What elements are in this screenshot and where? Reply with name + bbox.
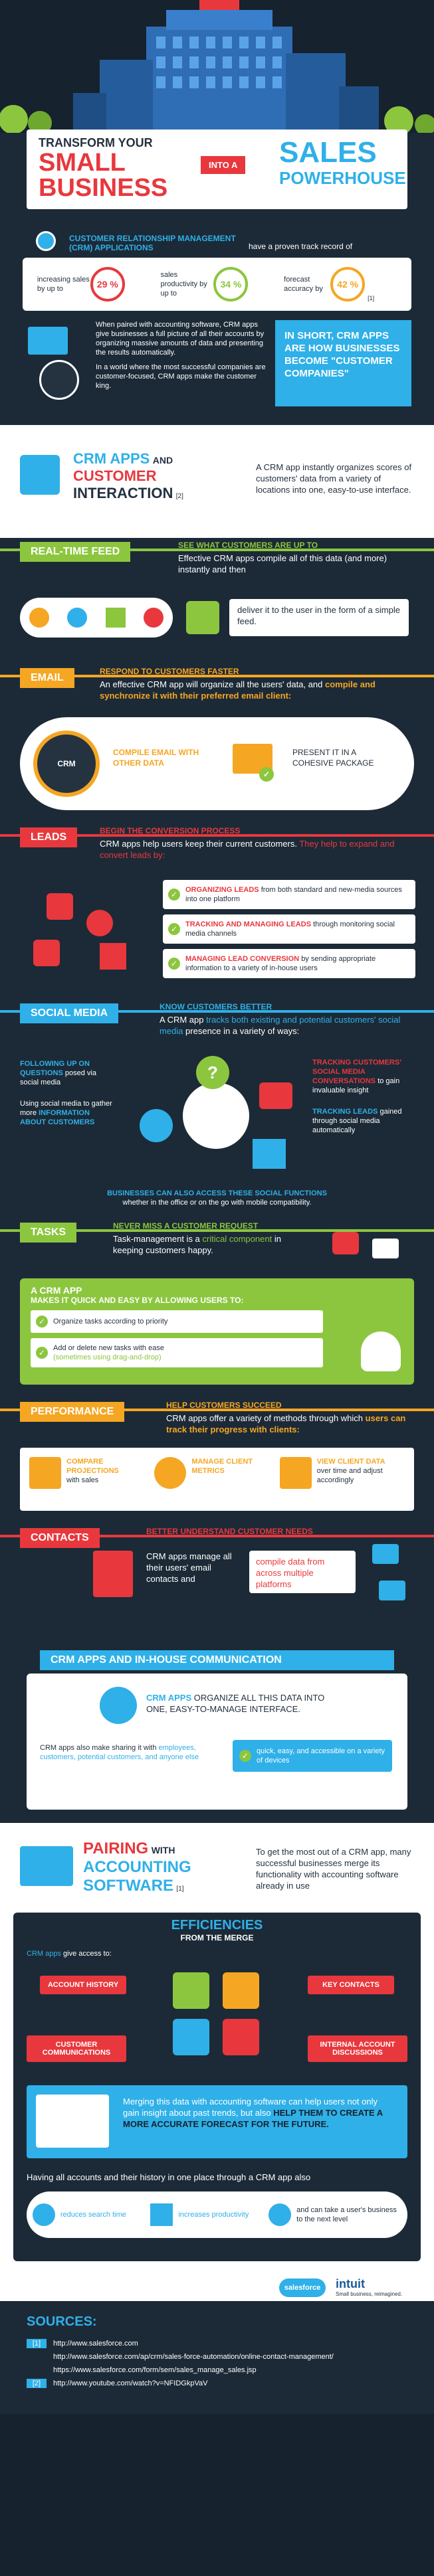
brands-bar	[0, 2275, 434, 2301]
performance-cards	[20, 1448, 414, 1511]
social-text-c: presence in a variety of ways:	[185, 1026, 300, 1036]
perf-item-title: COMPARE PROJECTIONS	[66, 1458, 119, 1475]
stat-forecast-label: forecast accuracy by	[284, 276, 323, 293]
efficiencies-give: give access to:	[63, 1950, 112, 1958]
intuit-logo: intuit	[336, 2277, 365, 2290]
merge-hl: HELP THEM TO CREATE A MORE ACCURATE FORECAST FOR THE FUTURE.	[123, 2108, 383, 2129]
social-hub-illustration	[133, 1056, 299, 1175]
efficiencies-sub: FROM THE MERGE	[180, 1933, 254, 1942]
check-icon: ✓	[36, 1347, 48, 1359]
leads-illustration	[20, 880, 153, 980]
source-num: [2]	[27, 2379, 47, 2388]
efficiencies-title: EFFICIENCIES	[171, 1918, 263, 1932]
social-footer-hl: BUSINESSES CAN ALSO ACCESS THESE SOCIAL FUNCTIONS	[107, 1189, 327, 1197]
social-right1-hl: TRACKING CUSTOMERS' SOCIAL MEDIA CONVERSATIONS	[312, 1059, 401, 1085]
leads-heading: BEGIN THE CONVERSION PROCESS	[100, 826, 241, 835]
benefit-text: and can take a user's business to the next level	[296, 2206, 397, 2223]
email-present: PRESENT IT IN A COHESIVE PACKAGE	[292, 748, 374, 768]
realtime-text: Effective CRM apps compile all of this data (and more) instantly and then	[178, 553, 387, 574]
realtime-banner: REAL-TIME FEED	[20, 542, 130, 562]
contacts-text: CRM apps manage all their users' email contacts and	[146, 1551, 232, 1584]
clock-icon	[33, 2203, 55, 2226]
email-panel	[20, 717, 414, 810]
bars-icon	[253, 1139, 286, 1169]
in-short-text: IN SHORT, CRM APPS ARE HOW BUSINESSES BECOME "CUSTOMER COMPANIES"	[284, 330, 400, 379]
contacts-banner: CONTACTS	[20, 1528, 100, 1548]
email-banner: EMAIL	[20, 668, 74, 688]
tasks-text-a: Task-management is a	[113, 1234, 200, 1244]
access-item: ACCOUNT HISTORY	[40, 1976, 126, 1994]
feed-icon	[186, 601, 219, 634]
performance-text-a: CRM apps offer a variety of methods through which	[166, 1413, 364, 1423]
projection-icon	[29, 1457, 61, 1489]
performance-banner: PERFORMANCE	[20, 1402, 124, 1422]
interaction-title-2: CUSTOMER	[73, 468, 157, 484]
stat-ref: [1]	[368, 295, 375, 301]
crm-hub-icon	[33, 730, 100, 797]
performance-text-hl: users can track their progress with clients:	[166, 1413, 406, 1434]
pairing-t4: SOFTWARE	[83, 1877, 173, 1895]
contacts-book-icon	[93, 1551, 133, 1597]
crm-intro-subheading: have a proven track record of	[249, 242, 353, 251]
social-right2-rest: gained through social media automatically	[312, 1108, 402, 1134]
source-url[interactable]: http://www.salesforce.com/ap/crm/sales-force-automation/online-contact-management/	[53, 2353, 334, 2361]
inhouse-right-box	[233, 1740, 392, 1772]
having-all: Having all accounts and their history in one place through a CRM app also	[27, 2172, 311, 2182]
task-add-c: (sometimes using drag-and-drop)	[53, 1353, 162, 1361]
perf-item-text: over time and adjust accordingly	[316, 1467, 383, 1484]
source-item	[27, 2352, 407, 2361]
crm-paragraph-2: In a world where the most successful companies are customer-focused, CRM apps make the customer king.	[96, 363, 266, 390]
stat-forecast-value: 42 %	[337, 279, 359, 290]
metrics-icon	[154, 1457, 186, 1489]
sources-section	[0, 2301, 434, 2414]
crm-intro-heading: CUSTOMER RELATIONSHIP MANAGEMENT (CRM) APPLICATIONS	[69, 234, 236, 252]
tasks-heading: NEVER MISS A CUSTOMER REQUEST	[113, 1221, 259, 1231]
social-left1-rest: posed via social media	[20, 1069, 96, 1086]
perf-item-text: with sales	[66, 1476, 99, 1484]
source-url[interactable]: http://www.salesforce.com	[53, 2340, 138, 2348]
interaction-title-and: AND	[152, 455, 173, 466]
crm-hub-label: CRM	[57, 759, 76, 768]
crm-intro-section	[0, 226, 434, 425]
message-icon	[372, 1239, 399, 1258]
interaction-section	[0, 425, 434, 538]
speech-icon	[259, 1082, 292, 1109]
efficiencies-crm: CRM apps	[27, 1950, 61, 1958]
inhouse-panel	[27, 1674, 407, 1810]
inhouse-left-hl: employees, customers, potential customers, and anyone else	[40, 1744, 199, 1761]
sources-title: SOURCES:	[27, 2314, 97, 2329]
check-icon: ✓	[239, 1750, 251, 1762]
efficiencies-panel	[13, 1913, 421, 2261]
leads-banner: LEADS	[20, 827, 77, 847]
tasks-banner: TASKS	[20, 1223, 76, 1243]
merge-box	[27, 2085, 407, 2158]
social-icons-row	[20, 598, 173, 638]
people-icon	[140, 1109, 173, 1142]
stat-productivity-value: 34 %	[220, 279, 242, 290]
contacts-section	[0, 1524, 434, 1644]
pairing-ref: [1]	[176, 1885, 184, 1893]
pairing-section	[0, 1823, 434, 2275]
social-footer-rest: whether in the office or on the go with mobile compatibility.	[122, 1199, 312, 1207]
stat-forecast-ring	[330, 267, 365, 301]
tasks-text-b: in keeping customers happy.	[113, 1234, 281, 1255]
performance-heading: HELP CUSTOMERS SUCCEED	[166, 1401, 282, 1410]
social-text-b: tracks both existing and potential customers' social media	[160, 1015, 401, 1036]
interaction-description: A CRM app instantly organizes scores of customers' data from a variety of locations into one, easy-to-use interface.	[256, 462, 412, 495]
task-organize-b: according to priority	[104, 1318, 168, 1326]
leads-item-text: through monitoring social media channels	[185, 920, 395, 938]
crm-paragraph-1: When paired with accounting software, CRM apps give businesses a full picture of all their accounts by organizing massive amounts of data and presenting the results automatically.	[96, 321, 265, 357]
task-item-add	[31, 1338, 323, 1367]
realtime-deliver: deliver it to the user in the form of a simple feed.	[229, 599, 409, 636]
benefit-text: increases productivity	[178, 2211, 249, 2219]
leads-list	[163, 880, 415, 978]
social-people-icon	[29, 608, 49, 628]
contacts-heading: BETTER UNDERSTAND CUSTOMER NEEDS	[146, 1527, 313, 1536]
hero-line-small: SMALL	[39, 149, 126, 177]
task-organize-a: Organize tasks	[53, 1318, 102, 1326]
productivity-icon	[150, 2203, 173, 2226]
social-heading: KNOW CUSTOMERS BETTER	[160, 1002, 272, 1011]
inhouse-title: CRM APPS AND IN-HOUSE COMMUNICATION	[40, 1650, 394, 1670]
hero	[0, 0, 434, 226]
salesforce-logo-text: salesforce	[284, 2284, 321, 2292]
access-item: CUSTOMER COMMUNICATIONS	[27, 2035, 126, 2062]
stat-sales-value: 29 %	[96, 279, 118, 290]
hero-line-powerhouse: POWERHOUSE	[279, 168, 406, 188]
leads-item-title: TRACKING AND MANAGING LEADS	[185, 920, 312, 928]
stat-productivity-ring	[213, 267, 248, 301]
social-left2-a: Using social media to gather more	[20, 1100, 112, 1117]
email-heading: RESPOND TO CUSTOMERS FASTER	[100, 667, 239, 676]
social-left2-hl: INFORMATION ABOUT CUSTOMERS	[20, 1109, 95, 1126]
growth-icon	[269, 2203, 291, 2226]
check-icon: ✓	[36, 1316, 48, 1328]
source-num	[27, 2352, 47, 2361]
social-text-a: A CRM app	[160, 1015, 204, 1025]
email-check-icon: ✓	[259, 767, 274, 782]
leads-item	[163, 880, 415, 909]
interaction-title-1: CRM APPS	[73, 450, 150, 467]
email-section	[0, 664, 434, 823]
interaction-icon	[20, 455, 60, 495]
social-left1-hl: FOLLOWING UP ON QUESTIONS	[20, 1060, 90, 1077]
merge-text: Merging this data with accounting software can help users not only gain insight about past trends, but also	[123, 2097, 378, 2118]
pairing-description: To get the most out of a CRM app, many successful businesses merge its functionality with accounting software already in use	[256, 1847, 411, 1891]
stat-productivity	[160, 267, 273, 301]
inhouse-hl: CRM APPS	[146, 1693, 192, 1703]
chart-icon	[106, 608, 126, 628]
inhouse-section	[0, 1644, 434, 1823]
leads-item-title: ORGANIZING LEADS	[185, 886, 259, 894]
merge-hub-icon	[160, 1966, 274, 2065]
realtime-heading: SEE WHAT CUSTOMERS ARE UP TO	[178, 541, 318, 550]
tasks-box	[20, 1278, 414, 1385]
leads-item-text: by sending appropriate information to a variety of in-house users	[185, 955, 376, 972]
source-item	[27, 2365, 407, 2375]
social-right1-rest: to gain invaluable insight	[312, 1077, 400, 1094]
task-item-organize	[31, 1310, 323, 1333]
hand-cursor-icon	[361, 1331, 401, 1371]
mail-icon	[379, 1581, 405, 1600]
task-add-b: new tasks with ease	[98, 1344, 164, 1352]
contacts-compile: compile data from across multiple platforms	[249, 1551, 356, 1593]
check-icon: ✓	[168, 923, 180, 935]
source-item	[27, 2379, 407, 2388]
hero-into-badge: INTO A	[201, 156, 245, 174]
source-num	[27, 2365, 47, 2375]
leads-item	[163, 949, 415, 978]
device-icon	[100, 1687, 137, 1724]
access-item: INTERNAL ACCOUNT DISCUSSIONS	[308, 2035, 407, 2062]
leads-text-a: CRM apps help users keep their current customers.	[100, 839, 297, 849]
interaction-ref: [2]	[175, 493, 183, 500]
source-num: [1]	[27, 2339, 47, 2348]
check-icon: ✓	[168, 958, 180, 970]
task-add-a: Add or delete	[53, 1344, 97, 1352]
pairing-t3: ACCOUNTING	[83, 1858, 191, 1876]
stat-productivity-label: sales productivity by up to	[160, 271, 207, 298]
tasks-text-hl: critical component	[202, 1234, 272, 1244]
leads-text-b: They help to expand and convert leads by:	[100, 839, 395, 860]
crm-laptop-icon	[23, 320, 96, 406]
source-url[interactable]: https://www.salesforce.com/form/sem/sales_manage_sales.jsp	[53, 2366, 257, 2374]
leads-item-title: MANAGING LEAD CONVERSION	[185, 955, 300, 963]
inhouse-left-a: CRM apps also make sharing it with	[40, 1744, 157, 1752]
interaction-title-3: INTERACTION	[73, 485, 173, 501]
hero-line-business: BUSINESS	[39, 174, 168, 202]
twitter-icon	[372, 1544, 399, 1564]
crm-globe-icon	[36, 231, 56, 251]
tasks-box-sub: MAKES IT QUICK AND EASY BY ALLOWING USERS TO:	[31, 1296, 244, 1305]
social-section	[0, 999, 434, 1219]
social-banner: SOCIAL MEDIA	[20, 1003, 118, 1023]
email-text-a: An effective CRM app will organize all the users' data, and	[100, 679, 323, 689]
email-text-b: compile and synchronize it with their preferred email client:	[100, 679, 376, 701]
trend-chart-icon	[36, 2095, 109, 2148]
hero-title-card	[27, 129, 407, 209]
tasks-box-title: A CRM APP	[31, 1285, 82, 1296]
performance-section	[0, 1398, 434, 1524]
client-data-icon	[280, 1457, 312, 1489]
source-url[interactable]: http://www.youtube.com/watch?v=NFIDGkpVaV	[53, 2379, 208, 2387]
leads-item	[163, 914, 415, 944]
intuit-tagline: Small business, reimagined.	[336, 2291, 403, 2297]
leads-section	[0, 823, 434, 999]
check-icon: ✓	[168, 889, 180, 901]
in-short-box	[275, 320, 411, 406]
pairing-laptop-icon	[20, 1846, 73, 1886]
twitter-icon	[67, 608, 87, 628]
salesforce-logo	[279, 2278, 326, 2297]
heart-icon	[332, 1232, 359, 1254]
stat-forecast	[284, 267, 397, 301]
rss-icon	[144, 608, 163, 628]
stat-sales-ring	[90, 267, 125, 301]
perf-item-title: VIEW CLIENT DATA	[316, 1458, 385, 1466]
source-item	[27, 2339, 407, 2348]
hero-line-transform: TRANSFORM YOUR	[39, 136, 153, 149]
stats-card	[23, 258, 411, 311]
pairing-t1: PAIRING	[83, 1840, 149, 1857]
tasks-section	[0, 1219, 434, 1398]
city-skyline-illustration	[0, 0, 434, 133]
access-item: KEY CONTACTS	[308, 1976, 394, 1994]
stat-sales	[37, 267, 150, 301]
pairing-t2: WITH	[151, 1845, 175, 1855]
question-icon: ?	[196, 1056, 229, 1089]
inhouse-right: quick, easy, and accessible on a variety of devices	[257, 1747, 385, 1764]
benefits-row	[27, 2191, 407, 2238]
inhouse-text: ORGANIZE ALL THIS DATA INTO ONE, EASY-TO-MANAGE INTERFACE.	[146, 1693, 325, 1714]
realtime-section	[0, 538, 434, 664]
stat-sales-label: increasing sales by up to	[37, 276, 90, 293]
social-right2-hl: TRACKING LEADS	[312, 1108, 378, 1116]
leads-item-text: from both standard and new-media sources into one platform	[185, 886, 402, 903]
perf-item-title: MANAGE CLIENT METRICS	[191, 1458, 253, 1475]
benefit-text: reduces search time	[60, 2211, 126, 2219]
hero-line-sales: SALES	[279, 136, 377, 169]
email-compile: COMPILE EMAIL WITH OTHER DATA	[113, 748, 199, 768]
